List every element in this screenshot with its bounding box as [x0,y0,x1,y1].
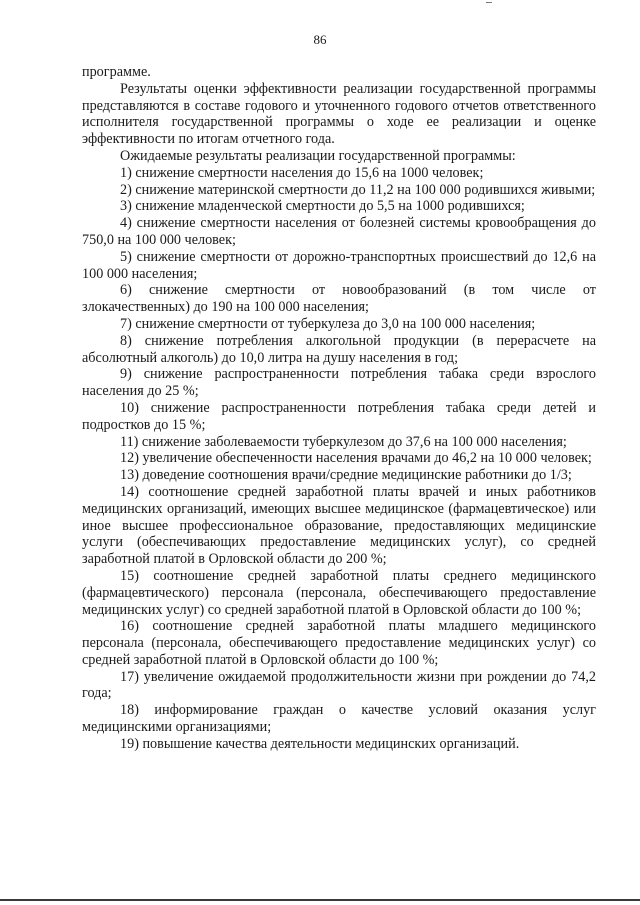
page-number: 86 [313,32,327,47]
list-item-2: 2) снижение материнской смертности до 11,2 на 100 000 родившихся живыми; [120,181,596,198]
list-item-8: 8) снижение потребления алкогольной продукции (в перерасчете на абсолютный алкоголь) до 10,0 литра на душу населения в год; [82,332,596,366]
scan-mark [486,2,492,3]
list-item-17: 17) увеличение ожидаемой продолжительности жизни при рождении до 74,2 года; [82,668,596,702]
list-item-15: 15) соотношение средней заработной платы среднего медицинского (фармацевтического) персонала (персонала, обеспечивающего предоставление медицинских услуг) со средней заработной платой в Орловской области до 100 %; [82,567,596,618]
list-item-13: 13) доведение соотношения врачи/средние медицинские работники до 1/3; [120,467,572,484]
paragraph-expected-results-intro: Ожидаемые результаты реализации государственной программы: [120,147,516,164]
list-item-5: 5) снижение смертности от дорожно-транспортных происшествий до 12,6 на 100 000 населения; [82,248,596,282]
list-item-9: 9) снижение распространенности потребления табака среди взрослого населения до 25 %; [82,366,596,400]
document-body [82,64,596,753]
list-item-11: 11) снижение заболеваемости туберкулезом до 37,6 на 100 000 населения; [120,433,567,450]
list-item-19: 19) повышение качества деятельности медицинских организаций. [120,735,520,752]
list-item-12: 12) увеличение обеспеченности населения врачами до 46,2 на 10 000 человек; [120,450,592,467]
list-item-1: 1) снижение смертности населения до 15,6 на 1000 человек; [120,164,484,181]
list-item-18: 18) информирование граждан о качестве условий оказания услуг медицинскими организациями; [82,702,596,736]
list-item-14: 14) соотношение средней заработной платы врачей и иных работников медицинских организаций, имеющих высшее медицинское (фармацевтическое) или иное высшее профессиональное образование, предоставляющих медицинские услуги (обеспечивающих предоставление медицинских услуг), со средней заработной платой в Орловской области до 200 %; [82,483,596,568]
list-item-16: 16) соотношение средней заработной платы младшего медицинского персонала (персонала, обеспечивающего предоставление медицинских услуг) со средней заработной платой в Орловской области до 100 %; [82,618,596,668]
list-item-10: 10) снижение распространенности потребления табака среди детей и подростков до 15 %; [82,399,596,433]
list-item-6: 6) снижение смертности от новообразований (в том числе от злокачественных) до 190 на 100 000 населения; [82,282,596,316]
page-bottom-edge [0,899,640,901]
list-item-4: 4) снижение смертности населения от болезней системы кровообращения до 750,0 на 100 000 человек; [82,215,596,248]
list-item-7: 7) снижение смертности от туберкулеза до 3,0 на 100 000 населения; [120,315,536,332]
paragraph-reporting: Результаты оценки эффективности реализации государственной программы представляются в составе годового и уточненного годового отчетов ответственного исполнителя государственной программы о ходе ее реализации и оценке эффективности по итогам отчетного года. [82,80,596,148]
list-item-3: 3) снижение младенческой смертности до 5,5 на 1000 родившихся; [120,198,525,215]
paragraph-continuation: программе. [82,64,151,80]
